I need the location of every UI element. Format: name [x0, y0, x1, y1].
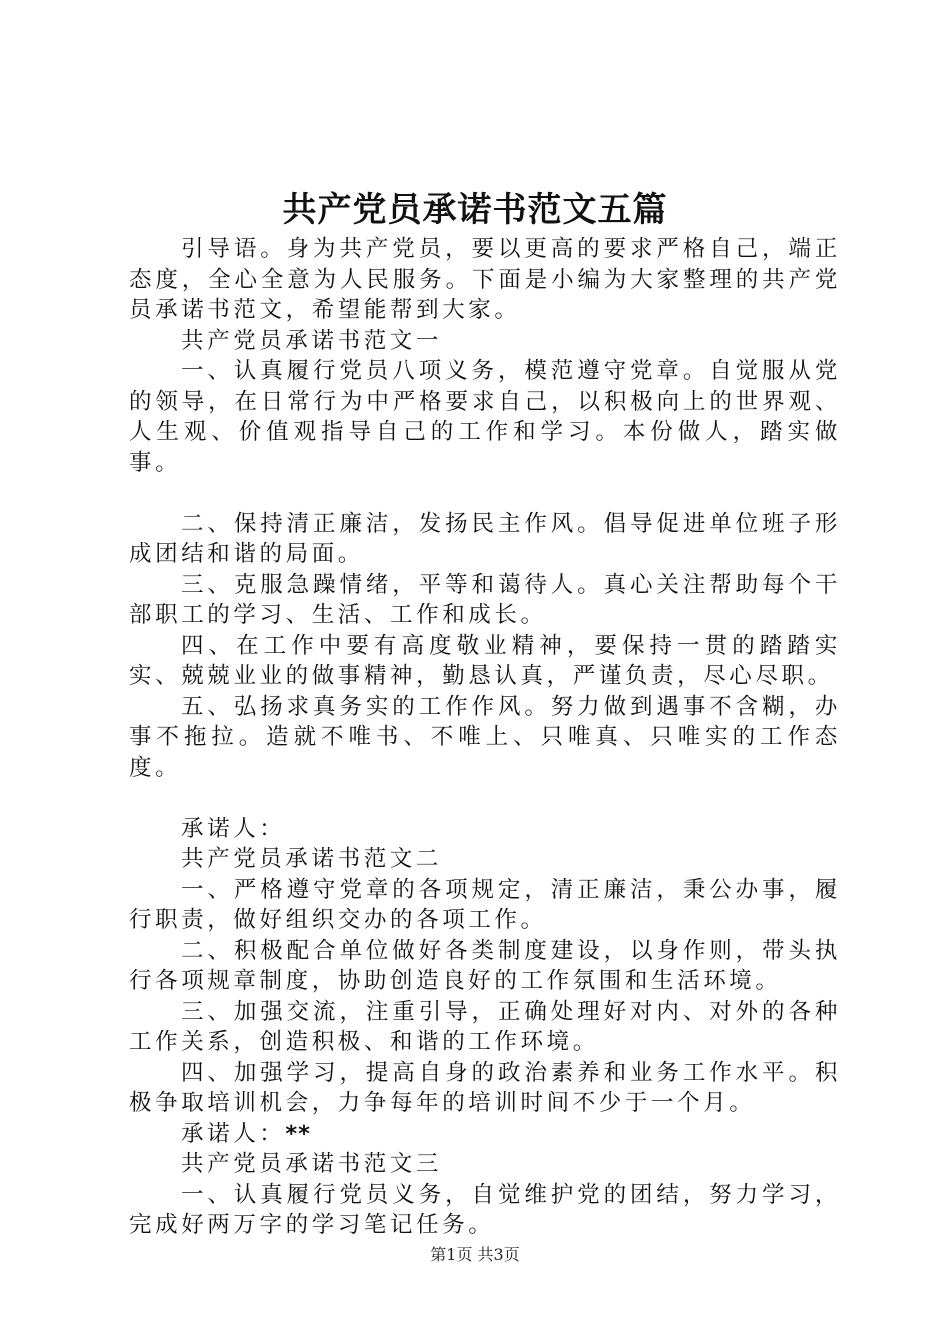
section-2-signer-name: **: [285, 1120, 311, 1147]
document-title: 共产党员承诺书范文五篇: [282, 190, 668, 230]
section-2-item-1: 一、严格遵守党章的各项规定，清正廉洁，秉公办事，履行职责，做好组织交办的各项工作。: [129, 876, 841, 933]
paragraph-gap: [129, 478, 841, 509]
section-1-signer: 承诺人：: [181, 815, 286, 842]
page-footer: 第1页 共3页: [430, 1245, 520, 1264]
section-1-heading: 共产党员承诺书范文一: [181, 327, 443, 354]
section-3-heading: 共产党员承诺书范文三: [181, 1151, 443, 1177]
paragraph-gap: [129, 783, 841, 814]
section-2-item-2: 二、积极配合单位做好各类制度建设，以身作则，带头执行各项规章制度，协助创造良好的工作氛围和生活环境。: [129, 937, 841, 994]
section-1-item-5: 五、弘扬求真务实的工作作风。努力做到遇事不含糊，办事不拖拉。造就不唯书、不唯上、只唯真、只唯实的工作态度。: [129, 693, 841, 781]
section-2-signer-label: 承诺人：: [181, 1120, 286, 1147]
section-2-item-3: 三、加强交流，注重引导，正确处理好对内、对外的各种工作关系，创造积极、和谐的工作环境。: [129, 998, 841, 1055]
section-1-item-1: 一、认真履行党员八项义务，模范遵守党章。自觉服从党的领导，在日常行为中严格要求自己，以积极向上的世界观、人生观、价值观指导自己的工作和学习。本份做人，踏实做事。: [129, 358, 841, 476]
section-2-item-4: 四、加强学习，提高自身的政治素养和业务工作水平。积极争取培训机会，力争每年的培训时间不少于一个月。: [129, 1059, 841, 1116]
section-1-item-2: 二、保持清正廉洁，发扬民主作风。倡导促进单位班子形成团结和谐的局面。: [129, 510, 841, 567]
document-body: [129, 234, 841, 1241]
section-1-item-3: 三、克服急躁情绪，平等和蔼待人。真心关注帮助每个干部职工的学习、生活、工作和成长。: [129, 571, 841, 628]
section-1-item-4: 四、在工作中要有高度敬业精神，要保持一贯的踏踏实实、兢兢业业的做事精神，勤恳认真，严谨负责，尽心尽职。: [129, 632, 841, 689]
intro-paragraph: 引导语。身为共产党员，要以更高的要求严格自己，端正态度，全心全意为人民服务。下面是小编为大家整理的共产党员承诺书范文，希望能帮到大家。: [129, 236, 841, 323]
section-2-heading: 共产党员承诺书范文二: [181, 846, 443, 872]
section-2-signer: [129, 1119, 841, 1150]
section-3-item-1: 一、认真履行党员义务，自觉维护党的团结，努力学习，完成好两万字的学习笔记任务。: [129, 1181, 841, 1238]
